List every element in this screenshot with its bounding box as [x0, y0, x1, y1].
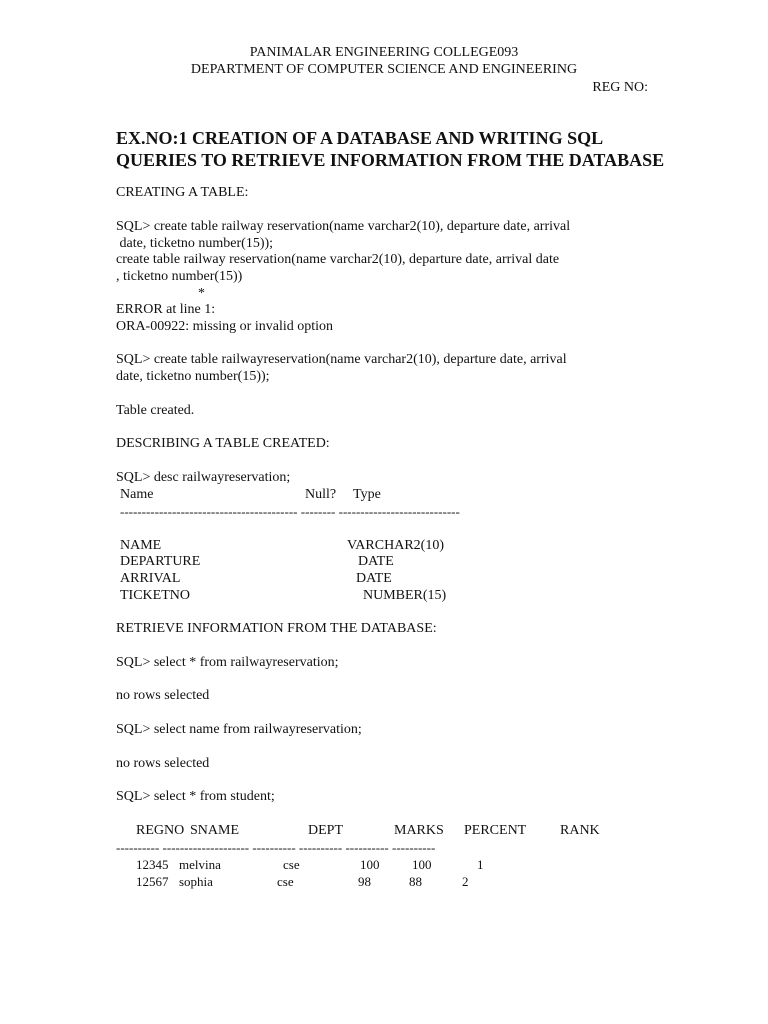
- sql-select-name: SQL> select name from railwayreservation;: [116, 722, 362, 737]
- sql-create-line-2: date, ticketno number(15));: [116, 236, 274, 251]
- desc-divider: ----------------------------------------- -------- ----------------------------: [120, 504, 460, 519]
- student-cell-rank: 1: [477, 857, 484, 872]
- desc-row-type: VARCHAR2(10): [347, 538, 444, 553]
- sql-select-student: SQL> select * from student;: [116, 789, 275, 804]
- error-line: ERROR at line 1:: [116, 302, 216, 317]
- student-header-dept: DEPT: [308, 823, 343, 838]
- desc-row-type: NUMBER(15): [363, 588, 447, 603]
- student-cell-marks: 98: [358, 874, 371, 889]
- table-created-message: Table created.: [116, 403, 195, 418]
- error-message: ORA-00922: missing or invalid option: [116, 319, 333, 334]
- result-no-rows: no rows selected: [116, 688, 210, 703]
- student-cell-sname: melvina: [179, 857, 221, 872]
- error-marker: *: [198, 286, 205, 301]
- student-header-percent: PERCENT: [464, 823, 527, 838]
- student-cell-dept: cse: [283, 857, 300, 872]
- student-header-marks: MARKS: [394, 823, 444, 838]
- desc-row-type: DATE: [356, 571, 392, 586]
- sql-create-retry-line-1: SQL> create table railwayreservation(name varchar2(10), departure date, arrival: [116, 352, 567, 367]
- sql-echo-line-1: create table railway reservation(name varchar2(10), departure date, arrival date: [116, 252, 560, 267]
- desc-row-name: ARRIVAL: [120, 571, 181, 586]
- section-heading-retrieve: RETRIEVE INFORMATION FROM THE DATABASE:: [116, 621, 437, 636]
- desc-header-type: Type: [353, 487, 381, 502]
- section-heading-create: CREATING A TABLE:: [116, 185, 249, 200]
- student-header-rank: RANK: [560, 823, 600, 838]
- section-heading-describe: DESCRIBING A TABLE CREATED:: [116, 436, 330, 451]
- student-cell-regno: 12567: [136, 874, 169, 889]
- desc-row-name: DEPARTURE: [120, 554, 201, 569]
- desc-header-name: Name: [120, 487, 154, 502]
- page-title-line-1: EX.NO:1 CREATION OF A DATABASE AND WRITING SQL: [116, 128, 604, 148]
- reg-no-label: REG NO:: [592, 80, 648, 95]
- result-no-rows: no rows selected: [116, 756, 210, 771]
- desc-row-type: DATE: [358, 554, 394, 569]
- sql-desc: SQL> desc railwayreservation;: [116, 470, 291, 485]
- sql-create-retry-line-2: date, ticketno number(15));: [116, 369, 270, 384]
- college-name: PANIMALAR ENGINEERING COLLEGE093: [249, 45, 519, 60]
- desc-header-null: Null?: [305, 487, 337, 502]
- student-cell-percent: 88: [409, 874, 422, 889]
- student-cell-marks: 100: [360, 857, 380, 872]
- sql-create-line-1: SQL> create table railway reservation(name varchar2(10), departure date, arrival: [116, 219, 571, 234]
- desc-row-name: TICKETNO: [120, 588, 190, 603]
- page-title-line-2: QUERIES TO RETRIEVE INFORMATION FROM THE DATABASE: [116, 150, 665, 170]
- sql-select-all: SQL> select * from railwayreservation;: [116, 655, 339, 670]
- student-cell-dept: cse: [277, 874, 294, 889]
- department-name: DEPARTMENT OF COMPUTER SCIENCE AND ENGINEERING: [190, 62, 578, 77]
- desc-row-name: NAME: [120, 538, 162, 553]
- sql-echo-line-2: , ticketno number(15)): [116, 269, 243, 284]
- student-cell-sname: sophia: [179, 874, 213, 889]
- student-divider: ---------- -------------------- ---------- ---------- ---------- ----------: [116, 840, 436, 855]
- student-cell-rank: 2: [462, 874, 469, 889]
- student-header-regno: REGNO: [136, 823, 185, 838]
- student-cell-percent: 100: [412, 857, 432, 872]
- student-header-sname: SNAME: [190, 823, 240, 838]
- student-cell-regno: 12345: [136, 857, 169, 872]
